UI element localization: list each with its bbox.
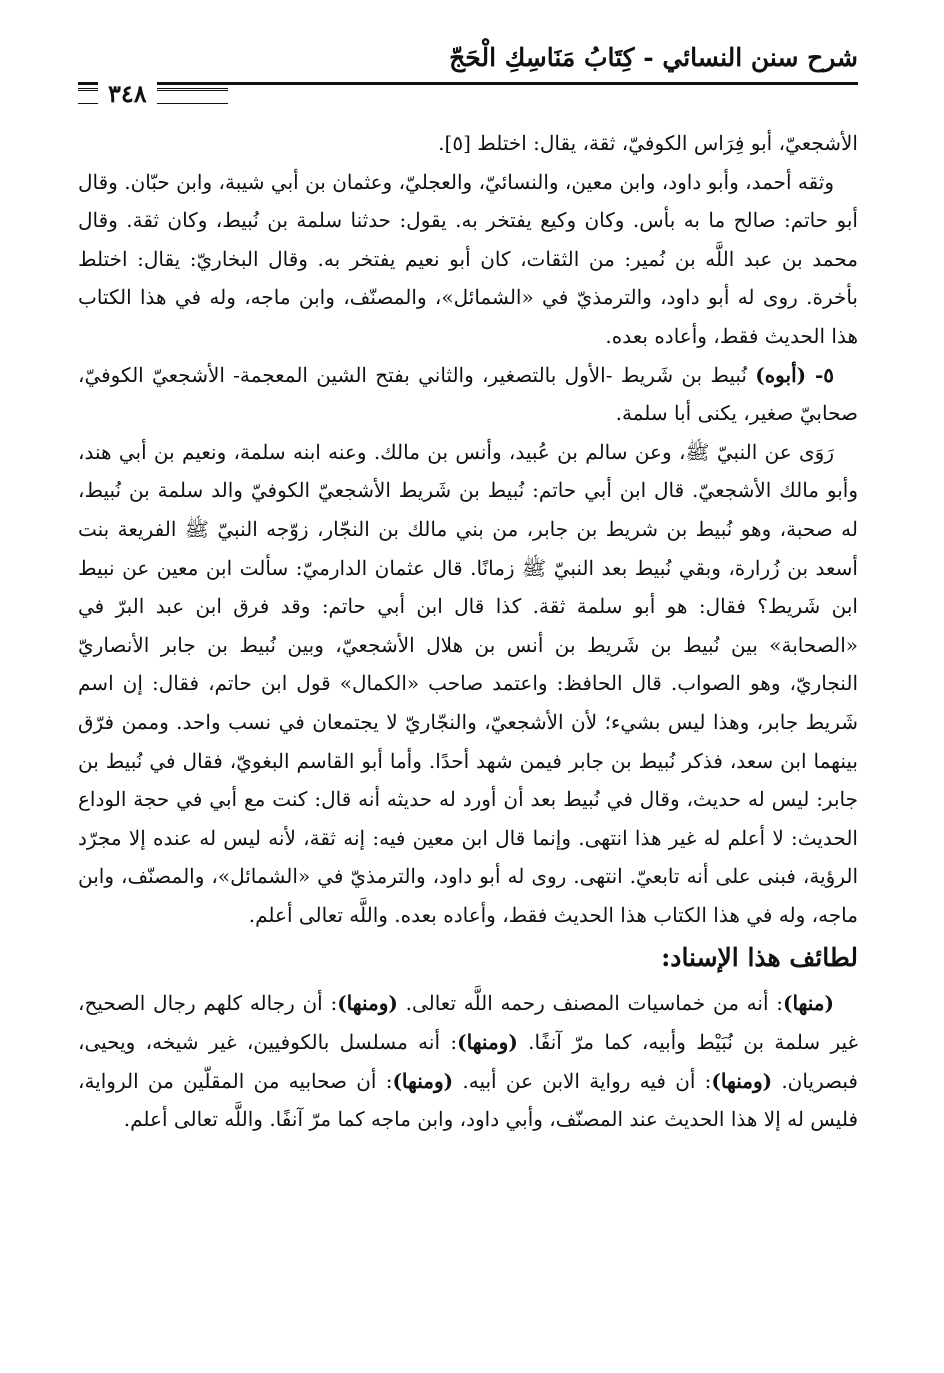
paragraph-narrator-4-end: الأشجعيّ، أبو فِرَاس الكوفيّ، ثقة، يقال: اختلط [٥]. (438, 131, 858, 155)
paragraph-isnad-notes (78, 984, 858, 1138)
segment-text: : أن فيه رواية الابن عن أبيه. (453, 1068, 712, 1093)
segment-bold: (ومنها) (457, 1030, 518, 1055)
segment-text: : أن صحابيه من المقلّين من الرواية، فليس له إلا هذا الحديث عند المصنّف، وأبي داود، وابن ماجه كما مرّ آنفًا. واللَّه تعالى أعلم. (78, 1068, 858, 1132)
segment-text: : أنه مسلسل بالكوفيين، غير شيخه، ويحيى، فبصريان. (78, 1030, 858, 1093)
page-number: ٣٤٨ (98, 82, 157, 106)
paragraph-narrator-5 (78, 356, 858, 433)
book-page (78, 38, 858, 1338)
segment-bold: (منها) (783, 991, 834, 1016)
segment-bold: (ومنها) (711, 1068, 773, 1093)
segment-bold: (ومنها) (392, 1068, 454, 1093)
section-heading: لطائف هذا الإسناد: (661, 943, 858, 973)
narrator-5-lead: ٥- (أبوه) (755, 362, 834, 387)
segment-text: : أنه من خماسيات المصنف رحمه اللَّه تعالى. (397, 991, 783, 1016)
paragraph-narrator-5-details: رَوَى عن النبيّ ﷺ، وعن سالم بن عُبيد، وأنس بن مالك. وعنه ابنه سلمة، ونعيم بن أبي هند، وأبو مالك الأشجعيّ. قال ابن أبي حاتم: نُبيط بن شَريط الأشجعيّ الكوفيّ والد سلمة بن نُبيط، له صحبة، وهو نُبيط بن شريط بن جابر، من بني مالك بن النجّار، زوّجه النبيّ ﷺ الفريعة بنت أسعد بن زُرارة، وبقي نُبيط بعد النبيّ ﷺ زمانًا. قال عثمان الدارميّ: سألت ابن معين عن نبيط ابن شَريط؟ فقال: هو أبو سلمة ثقة. كذا قال ابن أبي حاتم: وقد فرق ابن عبد البرّ في «الصحابة» بين نُبيط بن شَريط بن أنس بن هلال الأشجعيّ، وبين نُبيط بن جابر الأنصاريّ النجاريّ، وهو الصواب. قال الحافظ: واعتمد صاحب «الكمال» قول ابن حاتم، فقال: إن اسم شَريط جابر، وهذا ليس بشيء؛ لأن الأشجعيّ، والنجّاريّ لا يجتمعان في نسب واحد. وممن فرّق بينهما ابن سعد، فذكر نُبيط بن جابر فيمن شهد أحدًا. وأما أبو القاسم البغويّ، فقال في نُبيط بن جابر: ليس له حديث، وقال في نُبيط بعد أن أورد له حديثه أنه قال: كنت مع أبي في حجة الوداع الحديث: لا أعلم له غير هذا انتهى. وإنما قال ابن معين فيه: إنه ثقة، لأنه ليس له عنده إلا مجرّد الرؤية، فبنى على أنه تابعيّ. انتهى. روى له أبو داود، والترمذيّ في «الشمائل»، والمصنّف، وابن ماجه، وله في هذا الكتاب هذا الحديث فقط، وأعاده بعده. واللَّه تعالى أعلم. (78, 439, 858, 927)
body-text (78, 124, 858, 1139)
page-number-row (78, 76, 858, 106)
segment-text: : أن رجاله كلهم رجال الصحيح، غير سلمة بن نُبَيْط وأبيه، كما مرّ آنفًا. (78, 991, 858, 1055)
running-title: شرح سنن النسائي - كِتَابُ مَنَاسِكِ الْحَجّ (449, 43, 858, 72)
segment-bold: (ومنها) (337, 991, 398, 1016)
paragraph-narrator-4-grading: وثقه أحمد، وأبو داود، وابن معين، والنسائيّ، والعجليّ، وعثمان بن أبي شيبة، وابن حبّان. وقال أبو حاتم: صالح ما به بأس. وكان وكيع يفتخر به. يقول: حدثنا سلمة بن نُبيط، وكان ثقة. وقال محمد بن عبد اللَّه بن نُمير: من الثقات، كان أبو نعيم يفتخر به. وقال البخاريّ: يقال: اختلط بأخرة. روى له أبو داود، والترمذيّ في «الشمائل»، والمصنّف، وابن ماجه، وله في هذا الكتاب هذا الحديث فقط، وأعاده بعده. (78, 169, 858, 348)
narrator-5-text: نُبيط بن شَريط -الأول بالتصغير، والثاني بفتح الشين المعجمة- الأشجعيّ الكوفيّ، صحابيّ صغير، يكنى أبا سلمة. (78, 362, 858, 426)
